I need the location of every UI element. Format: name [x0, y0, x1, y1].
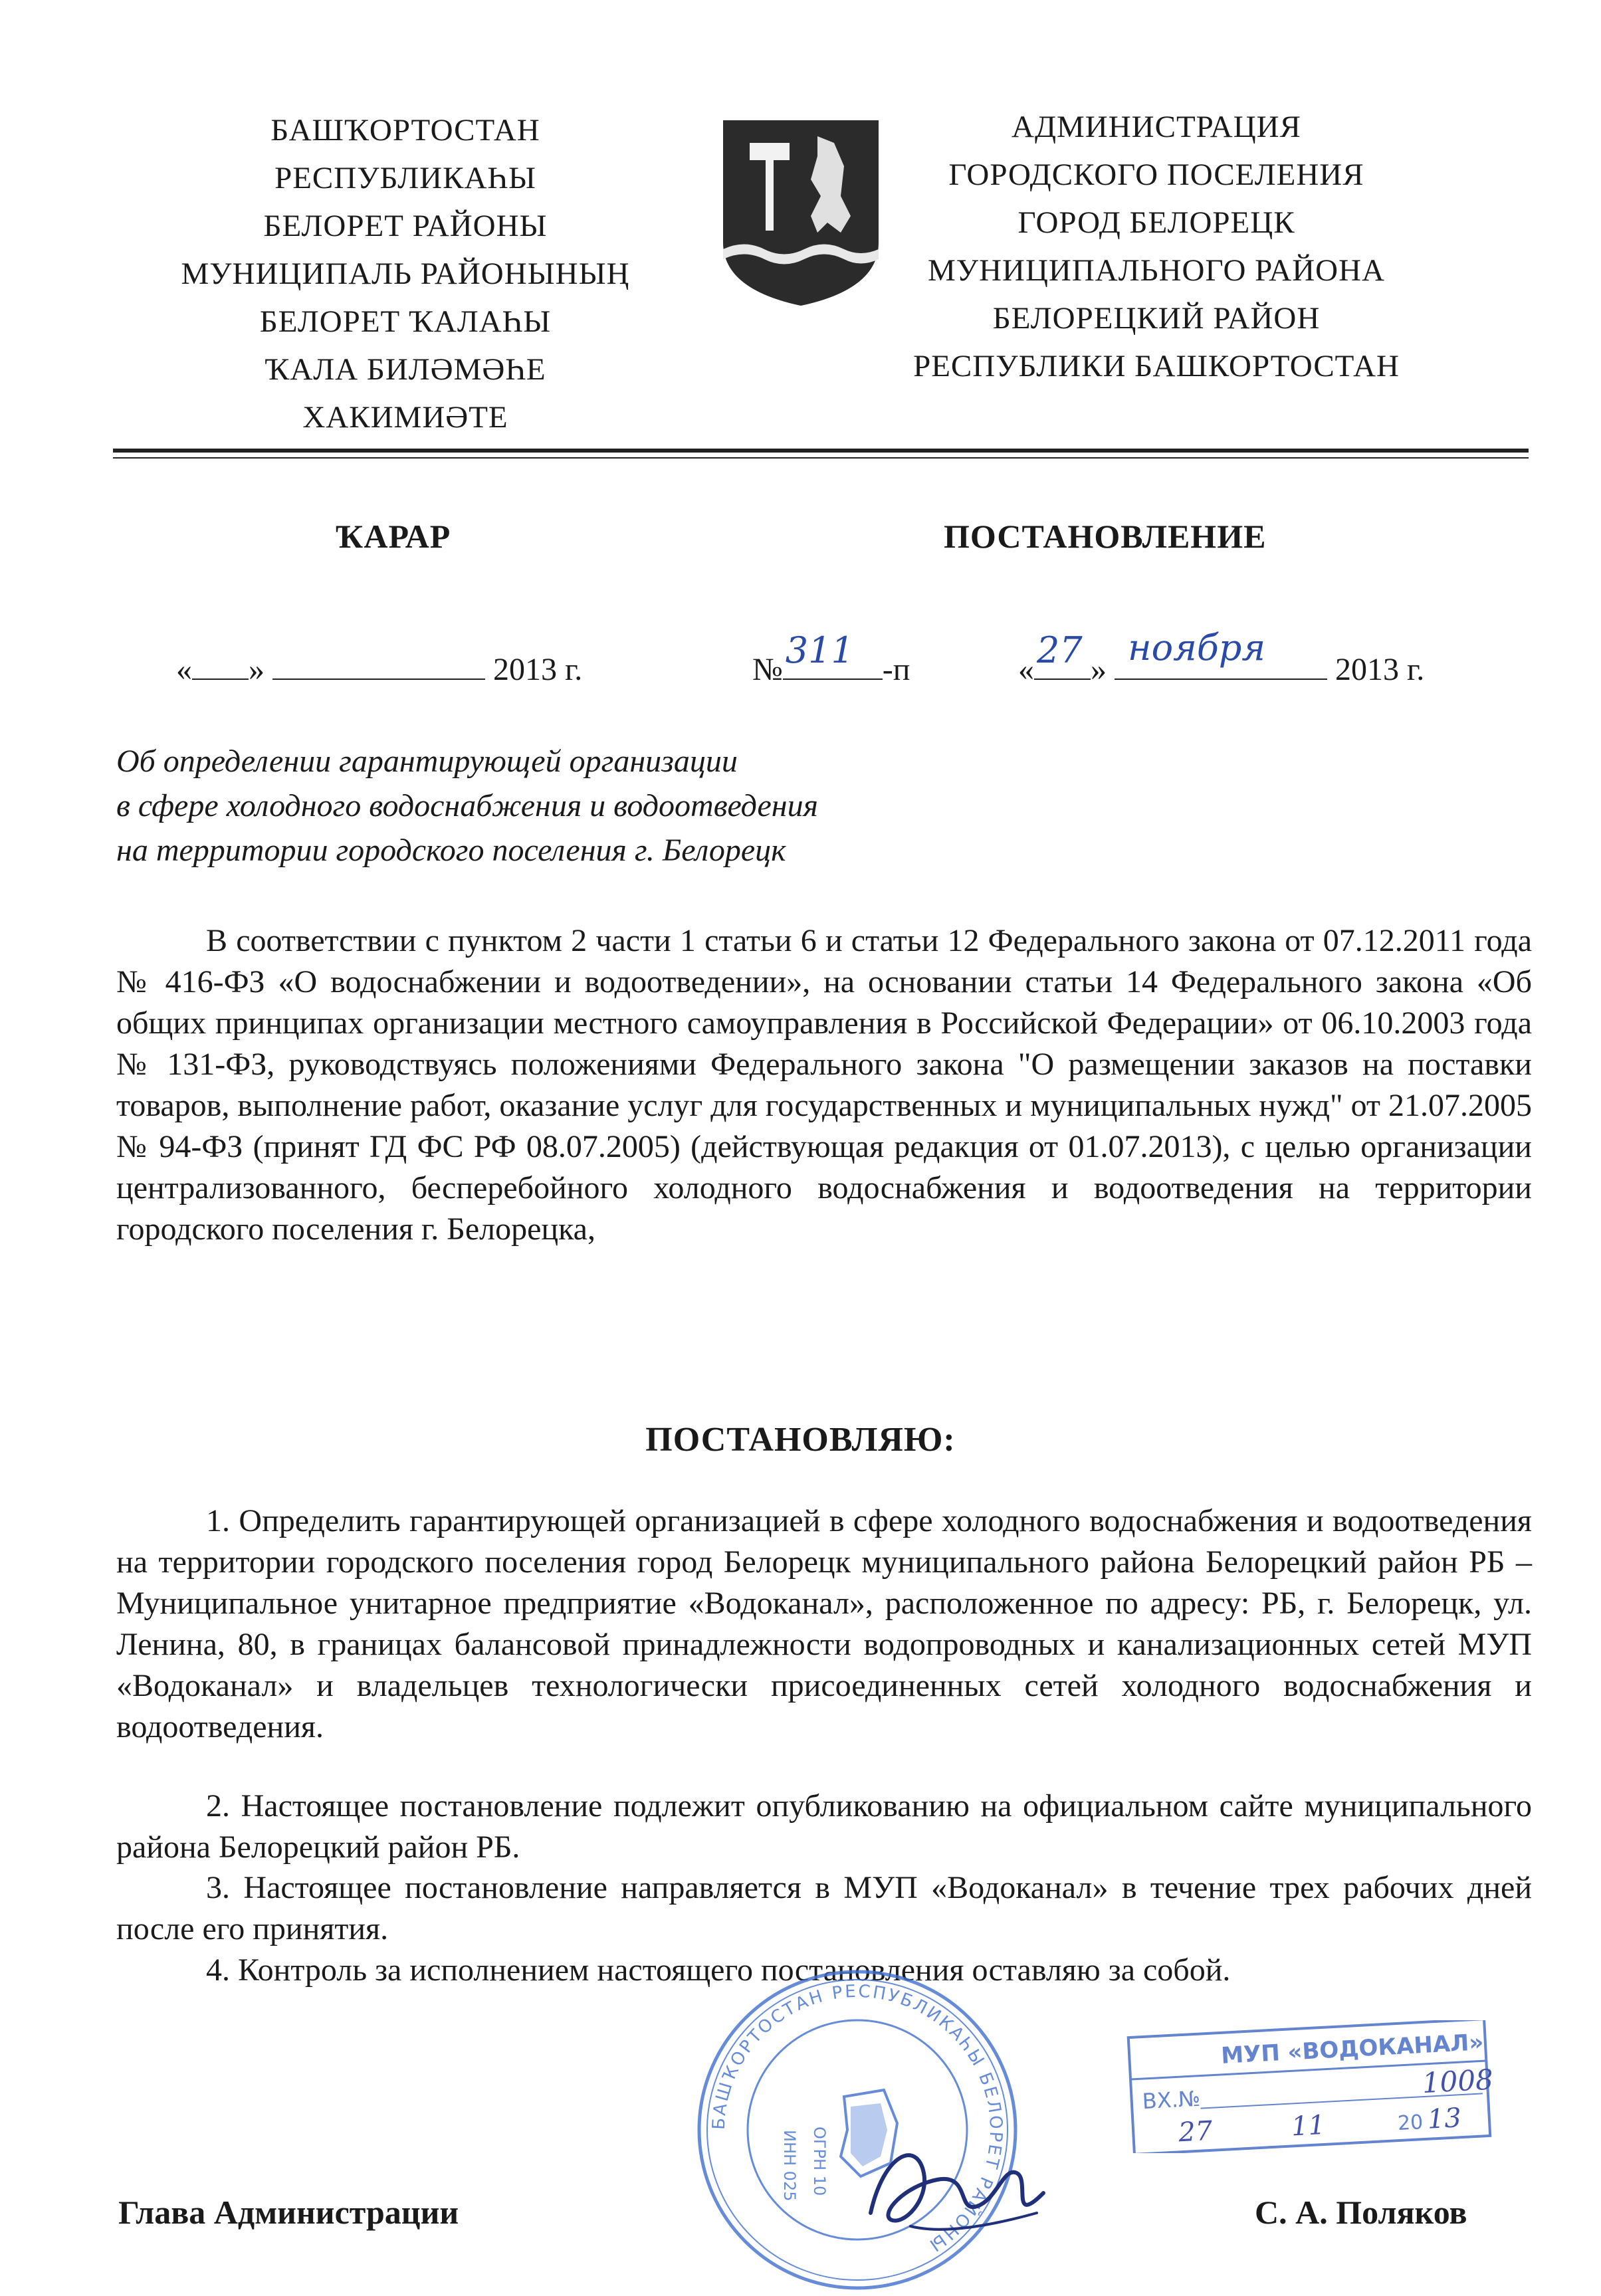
number-sign: № — [752, 652, 783, 687]
stamp-year-prefix: 20 — [1397, 2111, 1424, 2136]
preamble-paragraph: В соответствии с пунктом 2 части 1 статьи 6 и статьи 12 Федерального закона от 07.12.2011 года № 416-ФЗ «О водоснабжении и водоотведении», на основании статьи 14 Федерального закона «Об общих принципах организации местного самоуправления в Российской Федерации» от 06.10.2003 года № 131-ФЗ, руководствуясь положениями Федерального закона "О размещении заказов на поставки товаров, выполнение работ, оказание услуг для государственных и муниципальных нужд" от 21.07.2005 № 94-ФЗ (принят ГД ФС РФ 08.07.2005) (действующая редакция от 01.07.2013), с целью организации централизованного, бесперебойного холодного водоснабжения и водоотведения на территории городского поселения г. Белорецка, — [116, 923, 1532, 1247]
header-bashkir-line: РЕСПУБЛИКАҺЫ — [274, 161, 536, 195]
header-divider-thick — [113, 449, 1529, 453]
stamp-incoming-number: 1008 — [1421, 2063, 1494, 2100]
subject-line: на территории городского поселения г. Белорецк — [116, 833, 786, 868]
header-russian-line: ГОРОДСКОГО ПОСЕЛЕНИЯ — [948, 157, 1364, 192]
quote-open: « — [1018, 652, 1034, 687]
stamp-year-suffix: 13 — [1426, 2103, 1462, 2135]
number-suffix: -п — [882, 652, 910, 687]
year-text: 2013 г. — [1335, 652, 1425, 687]
header-bashkir-line: БАШҠОРТОСТАН — [270, 113, 540, 148]
quote-close: » — [249, 652, 265, 687]
decree-item-1: 1. Определить гарантирующей организацией в сфере холодного водоснабжения и водоотведения на территории городского поселения город Белорецк муниципального района Белорецкий район РБ – Муниципальное унитарное предприятие «Водоканал», расположенное по адресу: РБ, г. Белорецк, ул. Ленина, 80, в границах балансовой принадлежности водопроводных и канализационных сетей МУП «Водоканал» и владельцев технологически присоединенных сетей холодного водоснабжения и водоотведения. — [116, 1503, 1532, 1744]
header-russian-line: БЕЛОРЕЦКИЙ РАЙОН — [992, 301, 1321, 336]
decree-item-4: 4. Контроль за исполнением настоящего постановления оставляю за собой. — [206, 1952, 1231, 1988]
stamp-incoming-label: ВХ.№ — [1141, 2085, 1202, 2115]
year-text: 2013 г. — [493, 652, 583, 687]
quote-open: « — [176, 652, 192, 687]
seal-ogrn: ОГРН 10 — [810, 2127, 829, 2196]
decree-heading: ПОСТАНОВЛЯЮ: — [645, 1421, 956, 1459]
subject-line: в сфере холодного водоснабжения и водоотведения — [116, 788, 818, 823]
seal-inn: ИНН 025 — [780, 2130, 799, 2202]
header-bashkir-line: БЕЛОРЕТ ҠАЛАҺЫ — [259, 304, 552, 339]
handwritten-signature — [844, 2113, 1057, 2259]
number-blank — [783, 629, 883, 680]
day-blank — [192, 652, 249, 680]
stamp-day: 27 — [1178, 2115, 1214, 2148]
number-handwritten: 311 — [785, 629, 854, 671]
signature-position: Глава Администрации — [118, 2194, 459, 2231]
decree-item-2: 2. Настоящее постановление подлежит опубликованию на официальном сайте муниципального района Белорецкий район РБ. — [116, 1788, 1532, 1865]
incoming-registration-stamp — [1123, 2020, 1495, 2153]
header-bashkir — [113, 106, 698, 441]
day-blank — [1034, 629, 1091, 680]
header-bashkir-line: БЕЛОРЕТ РАЙОНЫ — [263, 209, 548, 243]
document-number — [752, 629, 910, 688]
header-russian-line: ГОРОД БЕЛОРЕЦК — [1017, 205, 1295, 240]
month-blank — [1115, 627, 1327, 680]
date-blank-left — [176, 651, 582, 688]
decree-item-3: 3. Настоящее постановление направляется в МУП «Водоканал» в течение трех рабочих дней после его принятия. — [116, 1870, 1532, 1946]
seal-outer-text: БАШҠОРТОСТАН РЕСПУБЛИКАҺЫ БЕЛОРЕТ РАЙОНЫ — [708, 1981, 1006, 2256]
header-russian — [864, 103, 1449, 390]
title-karar: ҠАРАР — [336, 518, 451, 555]
day-handwritten: 27 — [1037, 629, 1083, 671]
document-subject — [116, 739, 1047, 873]
date-filled-right — [1018, 627, 1425, 688]
month-handwritten: ноября — [1128, 627, 1266, 669]
stamp-month: 11 — [1290, 2109, 1327, 2142]
header-russian-line: АДМИНИСТРАЦИЯ — [1012, 110, 1301, 144]
header-divider-thin — [113, 457, 1529, 459]
header-russian-line: РЕСПУБЛИКИ БАШКОРТОСТАН — [913, 349, 1400, 383]
header-russian-line: МУНИЦИПАЛЬНОГО РАЙОНА — [928, 253, 1385, 288]
header-bashkir-line: ХАКИМИӘТЕ — [302, 400, 508, 435]
signature-name: С. А. Поляков — [1255, 2194, 1467, 2231]
subject-line: Об определении гарантирующей организации — [116, 744, 738, 779]
header-bashkir-line: ҠАЛА БИЛӘМӘҺЕ — [265, 352, 546, 387]
month-blank — [272, 652, 485, 680]
header-bashkir-line: МУНИЦИПАЛЬ РАЙОНЫНЫҢ — [181, 257, 630, 291]
stamp-org: МУП «ВОДОКАНАЛ» — [1220, 2029, 1485, 2069]
title-postanovlenie: ПОСТАНОВЛЕНИЕ — [944, 518, 1267, 555]
quote-close: » — [1091, 652, 1107, 687]
coat-of-arms-icon — [718, 116, 884, 309]
